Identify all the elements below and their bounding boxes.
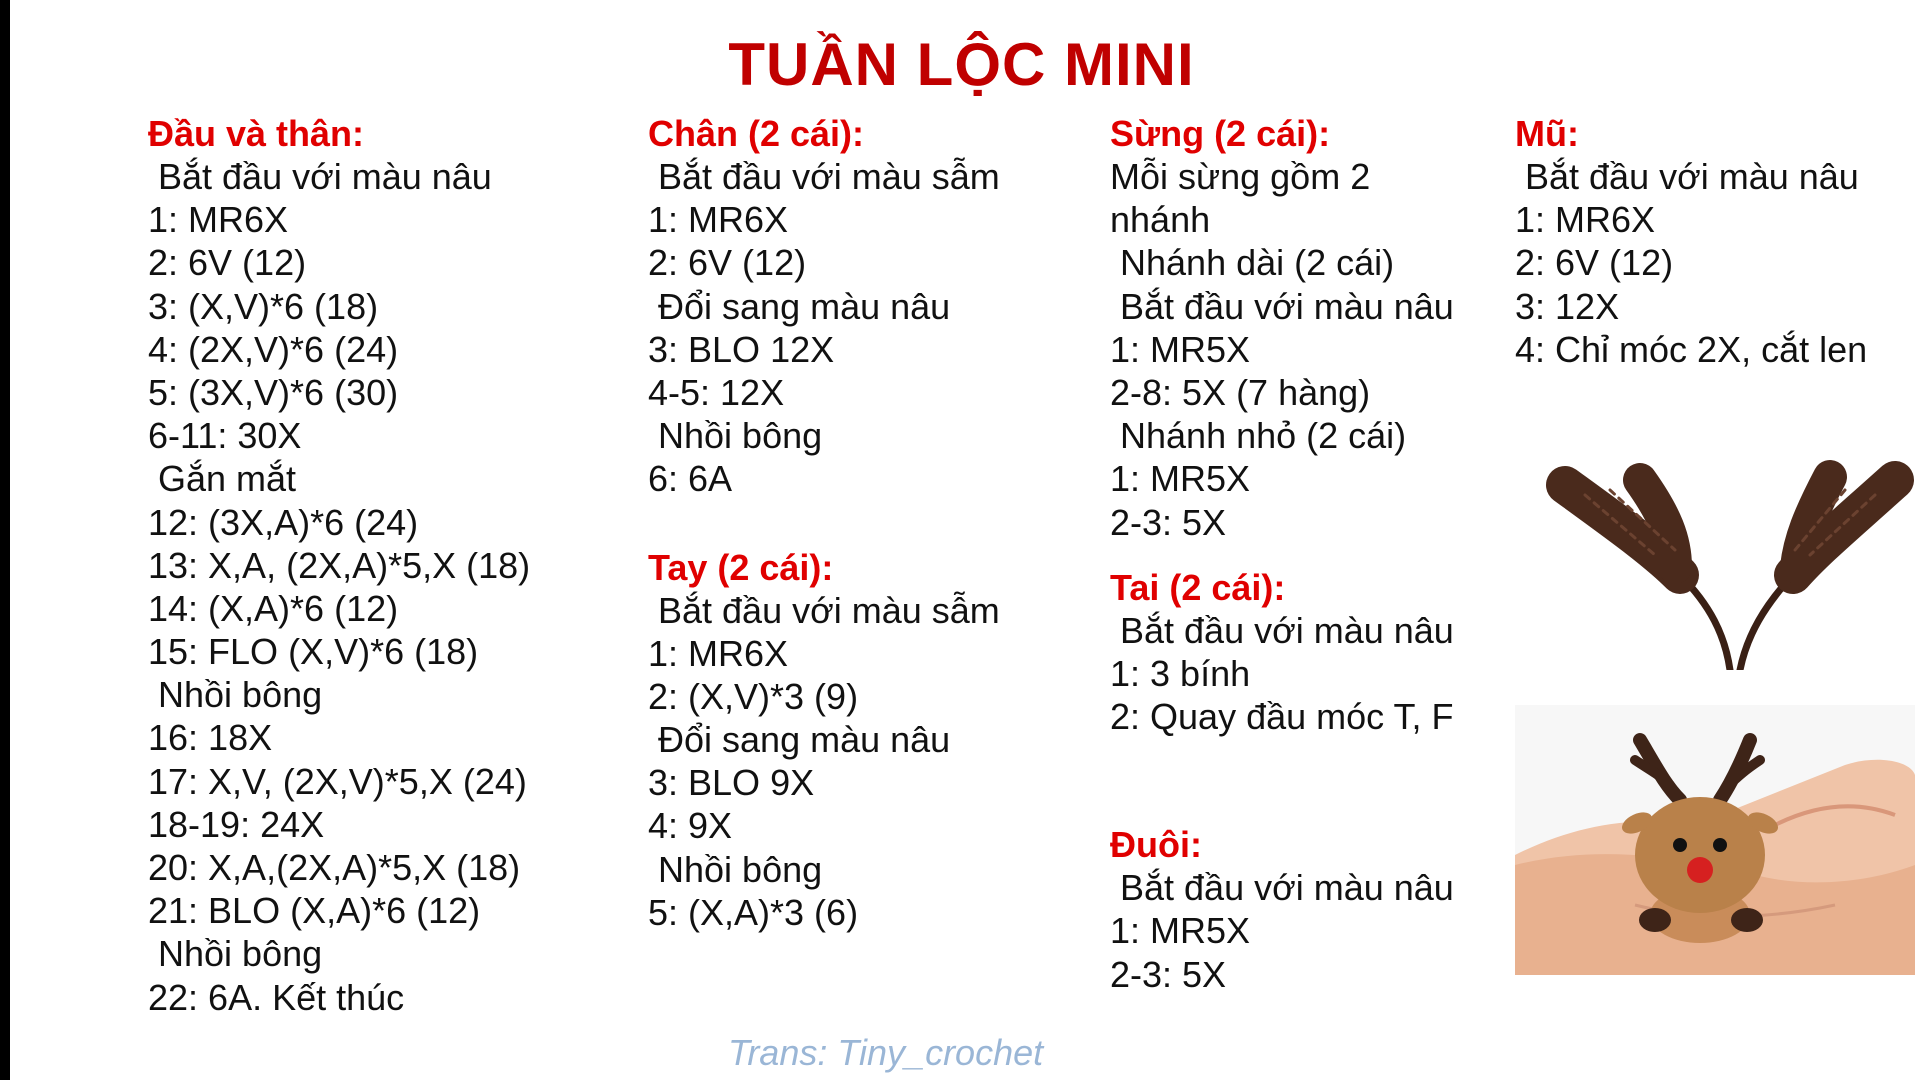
instruction-line: 17: X,V, (2X,V)*5,X (24): [148, 760, 527, 802]
section-title-arms: Tay (2 cái):: [648, 546, 834, 588]
section-title-ears: Tai (2 cái):: [1110, 566, 1286, 608]
instruction-line: Mỗi sừng gồm 2: [1110, 156, 1371, 197]
instruction-line: Đổi sang màu nâu: [658, 719, 951, 761]
instruction-line: Nhồi bông: [658, 415, 823, 457]
instruction-line: 4: 9X: [648, 805, 733, 847]
section-lines: [648, 155, 1000, 501]
section-title-hat: Mũ:: [1515, 113, 1579, 154]
instruction-line: 1: MR5X: [1110, 458, 1251, 500]
column-hat: [1515, 112, 1867, 371]
instruction-line: 16: 18X: [148, 717, 273, 759]
instruction-line: 3: BLO 9X: [648, 762, 815, 804]
section-lines: [1110, 609, 1454, 739]
instruction-line: 6-11: 30X: [148, 415, 302, 457]
instruction-line: Bắt đầu với màu nâu: [1120, 867, 1454, 909]
reindeer-in-hand-illustration: [1515, 705, 1915, 975]
instruction-line: 2: 6V (12): [148, 242, 307, 284]
instruction-line: 12: (3X,A)*6 (24): [148, 501, 419, 543]
instruction-line: 14: (X,A)*6 (12): [148, 587, 399, 629]
instruction-line: 1: MR6X: [1515, 199, 1656, 241]
instruction-line: Nhồi bông: [158, 674, 323, 716]
instruction-line: 3: 12X: [1515, 285, 1620, 327]
instruction-line: 2: (X,V)*3 (9): [648, 675, 859, 717]
instruction-line: 2: 6V (12): [1515, 242, 1674, 284]
instruction-line: Nhồi bông: [158, 933, 323, 975]
instruction-line: 4: (2X,V)*6 (24): [148, 328, 399, 370]
instruction-line: 13: X,A, (2X,A)*5,X (18): [148, 544, 531, 586]
instruction-line: 5: (X,A)*3 (6): [648, 891, 859, 933]
instruction-line: Bắt đầu với màu nâu: [158, 156, 492, 197]
instruction-line: 1: MR6X: [148, 199, 289, 241]
instruction-line: 1: MR5X: [1110, 328, 1251, 370]
instruction-line: 22: 6A. Kết thúc: [148, 976, 405, 1018]
translator-credit: Trans: Tiny_crochet: [728, 1032, 1044, 1073]
instruction-line: 4-5: 12X: [648, 371, 785, 413]
instruction-line: 2-8: 5X (7 hàng): [1110, 371, 1371, 413]
instruction-line: Bắt đầu với màu nâu: [1525, 156, 1859, 197]
antlers-illustration: [1525, 455, 1915, 670]
instruction-line: 3: BLO 12X: [648, 328, 835, 370]
instruction-line: nhánh: [1110, 199, 1211, 241]
instruction-line: 1: MR6X: [648, 632, 789, 674]
instruction-line: Nhánh nhỏ (2 cái): [1120, 415, 1407, 457]
reindeer-in-hand-photo: [1515, 705, 1915, 975]
section-title-legs: Chân (2 cái):: [648, 113, 865, 154]
instruction-line: 6: 6A: [648, 458, 733, 500]
instruction-line: 2: 6V (12): [648, 242, 807, 284]
instruction-line: Nhồi bông: [658, 848, 823, 890]
section-lines: [1515, 155, 1867, 371]
section-lines: [148, 155, 530, 1019]
column-head-body: [148, 112, 530, 1019]
instruction-line: Bắt đầu với màu nâu: [1120, 285, 1454, 327]
section-title-tail: Đuôi:: [1110, 824, 1202, 866]
instruction-line: 3: (X,V)*6 (18): [148, 285, 379, 327]
instruction-line: Đổi sang màu nâu: [658, 285, 951, 327]
instruction-line: Gắn mắt: [158, 458, 297, 500]
column-antlers-ears-tail: [1110, 112, 1454, 996]
instruction-line: 21: BLO (X,A)*6 (12): [148, 890, 481, 932]
section-lines: [1110, 866, 1454, 996]
section-lines: [1110, 155, 1454, 544]
instruction-line: 1: MR5X: [1110, 910, 1251, 952]
instruction-line: 5: (3X,V)*6 (30): [148, 371, 399, 413]
section-title-antlers: Sừng (2 cái):: [1110, 113, 1331, 154]
instruction-line: 18-19: 24X: [148, 803, 325, 845]
column-legs-arms: [648, 112, 1000, 934]
instruction-line: Nhánh dài (2 cái): [1120, 242, 1395, 284]
instruction-line: 15: FLO (X,V)*6 (18): [148, 631, 479, 673]
page-title: TUẦN LỘC MINI: [728, 31, 1195, 98]
instruction-line: 1: 3 bính: [1110, 652, 1251, 694]
section-title-head-body: Đầu và thân:: [148, 113, 365, 154]
instruction-line: 2-3: 5X: [1110, 501, 1227, 543]
section-lines: [648, 589, 1000, 935]
instruction-line: 2: Quay đầu móc T, F: [1110, 696, 1454, 738]
instruction-line: Bắt đầu với màu sẫm: [658, 156, 1000, 197]
instruction-line: 4: Chỉ móc 2X, cắt len: [1515, 328, 1868, 370]
antlers-photo: [1525, 455, 1915, 670]
instruction-line: Bắt đầu với màu sẫm: [658, 589, 1000, 631]
instruction-line: 1: MR6X: [648, 199, 789, 241]
left-border: [0, 0, 10, 1080]
instruction-line: Bắt đầu với màu nâu: [1120, 609, 1454, 651]
instruction-line: 20: X,A,(2X,A)*5,X (18): [148, 847, 521, 888]
instruction-line: 2-3: 5X: [1110, 953, 1227, 995]
